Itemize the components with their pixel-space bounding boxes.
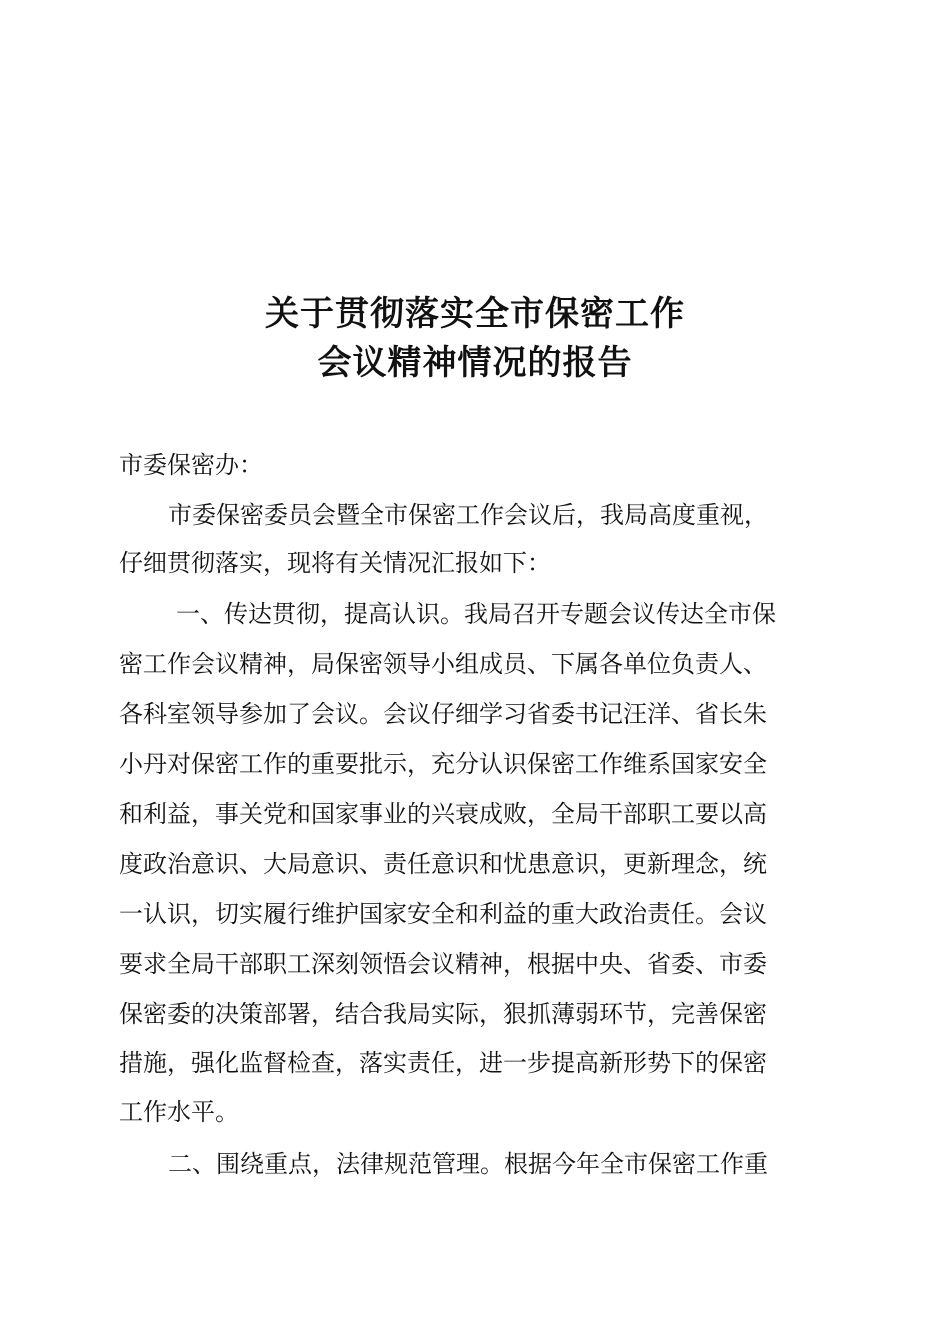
section-heading-line: 二、围绕重点，法律规范管理。根据今年全市保密工作重 xyxy=(168,1150,768,1178)
body-line: 仔细贯彻落实，现将有关情况汇报如下： xyxy=(119,549,551,577)
body-line: 度政治意识、大局意识、责任意识和忧患意识，更新理念，统 xyxy=(119,850,767,878)
body-line: 一认识，切实履行维护国家安全和利益的重大政治责任。会议 xyxy=(119,900,767,928)
body-line: 措施，强化监督检查，落实责任，进一步提高新形势下的保密 xyxy=(119,1049,767,1077)
body-line: 各科室领导参加了会议。会议仔细学习省委书记汪洋、省长朱 xyxy=(119,700,767,728)
body-line: 小丹对保密工作的重要批示，充分认识保密工作维系国家安全 xyxy=(119,750,767,778)
document-title-line-1: 关于贯彻落实全市保密工作 xyxy=(265,294,685,334)
body-line: 工作水平。 xyxy=(119,1098,239,1126)
salutation: 市委保密办： xyxy=(119,451,263,479)
document-title-line-2: 会议精神情况的报告 xyxy=(317,343,633,383)
body-line: 市委保密委员会暨全市保密工作会议后，我局高度重视， xyxy=(168,501,768,529)
section-heading-line: 一、传达贯彻，提高认识。我局召开专题会议传达全市保 xyxy=(176,600,776,628)
body-line: 要求全局干部职工深刻领悟会议精神，根据中央、省委、市委 xyxy=(119,950,767,978)
body-line: 密工作会议精神，局保密领导小组成员、下属各单位负责人、 xyxy=(119,650,767,678)
body-line: 保密委的决策部署，结合我局实际，狠抓薄弱环节，完善保密 xyxy=(119,1000,767,1028)
body-line: 和利益，事关党和国家事业的兴衰成败，全局干部职工要以高 xyxy=(119,800,767,828)
